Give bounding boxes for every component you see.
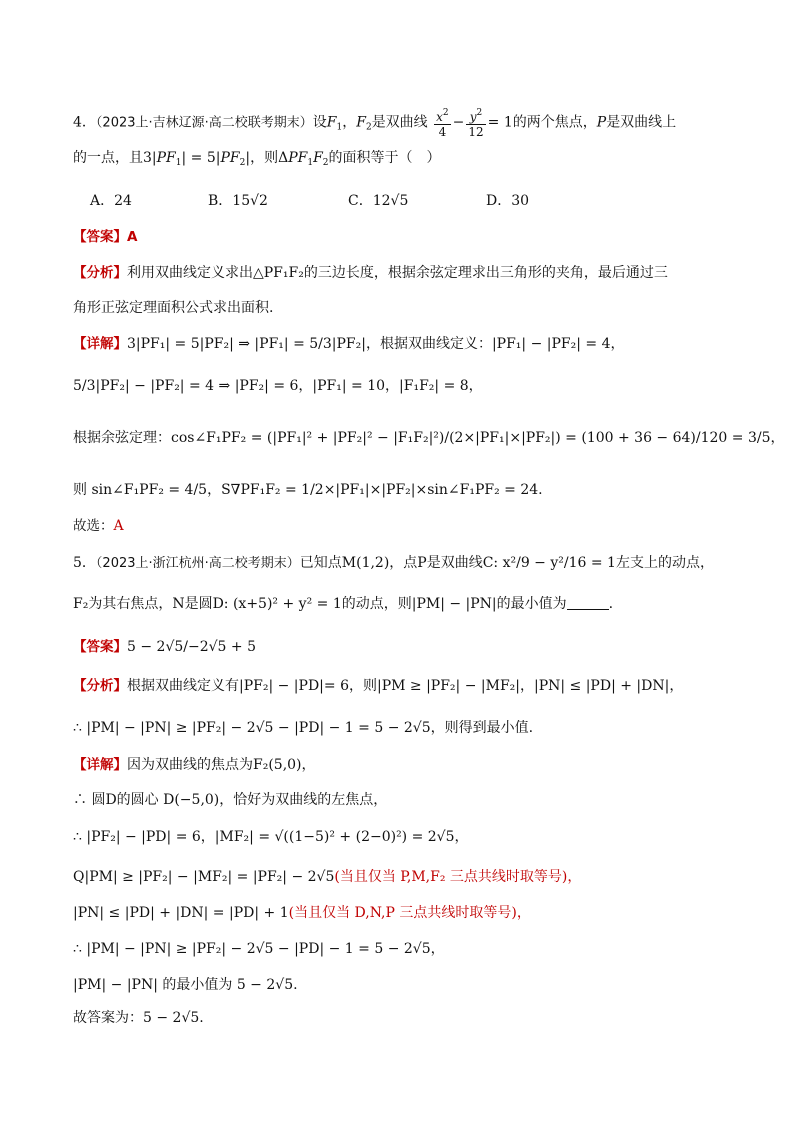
q4-frac-y: $\frac{y^2}{12}$ xyxy=(468,108,484,139)
q4-final-choice: 故选：A xyxy=(73,518,124,534)
q4-frac-x: $\frac{x^2}{4}$ xyxy=(436,108,449,139)
q4-stem-line2-c: 的面积等于（ ） xyxy=(328,150,441,166)
q4-stem-line1: 4．（2023上·吉林辽源·高二校联考期末）设$F_1$，$F_2$是双曲线 $\frac{x^2}{4}$ − $\frac{y^2}{12}$ = 1的两个焦点，P是双曲线上 xyxy=(73,108,677,139)
q5-detail-line6: ∴ |PM| − |PN| ≥ |PF₂| − 2√5 − |PD| − 1 = 5 − 2√5， xyxy=(73,941,445,957)
q4-stem-line2: 的一点，且$3|PF_1| = 5|PF_2|$，则$\Delta PF_1F_2$的面积等于（ ） xyxy=(73,150,441,168)
q4-stem-d: 是双曲线上 xyxy=(606,114,677,131)
answer-blank xyxy=(567,597,609,610)
q4-detail-line4: 则 sin∠F₁PF₂ = 4/5，S∇PF₁F₂ = 1/2×|PF₁|×|PF₂|×sin∠F₁PF₂ = 24. xyxy=(73,482,543,498)
q4-option-b: B．15√2 xyxy=(208,193,268,209)
q5-detail-line3: ∴ |PF₂| − |PD| = 6，|MF₂| = √((1−5)² + (2−0)²) = 2√5， xyxy=(73,829,469,845)
q5-detail-line5: |PN| ≤ |PD| + |DN| = |PD| + 1(当且仅当 D,N,P 三点共线时取等号)， xyxy=(73,905,531,921)
q4-stem-b: 是双曲线 xyxy=(371,114,428,131)
q4-option-c: C．12√5 xyxy=(348,193,409,209)
q5-analysis-line1: 【分析】根据双曲线定义有|PF₂| − |PD|= 6，则|PM ≥ |PF₂| − |MF₂|，|PN| ≤ |PD| + |DN|， xyxy=(73,678,684,694)
q4-detail-line2: 5/3|PF₂| − |PF₂| = 4 ⇒ |PF₂| = 6，|PF₁| = 10，|F₁F₂| = 8， xyxy=(73,378,483,394)
q4-number: 4． xyxy=(73,114,96,131)
q4-detail-line3: 根据余弦定理：cos∠F₁PF₂ = (|PF₁|² + |PF₂|² − |F₁F₂|²)/(2×|PF₁|×|PF₂|) = (100 + 36 − 64)/120 = 3/5， xyxy=(73,430,785,446)
q5-detail-line7: |PM| − |PN| 的最小值为 5 − 2√5. xyxy=(73,977,298,993)
q5-detail-line4: Q|PM| ≥ |PF₂| − |MF₂| = |PF₂| − 2√5(当且仅当 P,M,F₂ 三点共线时取等号)， xyxy=(73,869,582,885)
q5-detail-line1: 【详解】因为双曲线的焦点为F₂(5,0)， xyxy=(73,757,316,773)
q4-option-d: D．30 xyxy=(486,193,530,209)
q4-stem-line2-b: ，则 xyxy=(250,150,279,166)
q4-detail-line1: 【详解】3|PF₁| = 5|PF₂| ⇒ |PF₁| = 5/3|PF₂|，根据双曲线定义：|PF₁| − |PF₂| = 4， xyxy=(73,336,625,352)
q4-option-a: A．24 xyxy=(90,193,132,209)
q4-stem-a: 设 xyxy=(312,114,327,131)
q4-analysis-line2: 角形正弦定理面积公式求出面积. xyxy=(73,300,274,316)
q4-stem-line2-a: 的一点，且 xyxy=(73,150,143,166)
q4-source: （2023上·吉林辽源·高二校联考期末） xyxy=(95,115,313,131)
q5-answer: 【答案】5 − 2√5/−2√5 + 5 xyxy=(73,639,256,655)
q5-stem-line2: F₂为其右焦点，N是圆D: (x+5)² + y² = 1的动点，则|PM| − |PN|的最小值为 . xyxy=(73,596,614,612)
q5-final-answer: 故答案为：5 − 2√5. xyxy=(73,1010,204,1026)
q5-analysis-line2: ∴ |PM| − |PN| ≥ |PF₂| − 2√5 − |PD| − 1 = 5 − 2√5，则得到最小值. xyxy=(73,720,534,736)
q4-stem-c: 的两个焦点， xyxy=(512,114,597,131)
q4-answer: 【答案】A xyxy=(73,229,138,245)
q5-stem-line1: 5．（2023上·浙江杭州·高二校考期末）已知点M(1,2)，点P是双曲线C: x²/9 − y²/16 = 1左支上的动点， xyxy=(73,555,714,571)
q4-analysis-line1: 【分析】利用双曲线定义求出△PF₁F₂的三边长度，根据余弦定理求出三角形的夹角，最后通过三 xyxy=(73,265,668,281)
q5-detail-line2: ∴ 圆D的圆心 D(−5,0)，恰好为双曲线的左焦点， xyxy=(73,792,388,808)
